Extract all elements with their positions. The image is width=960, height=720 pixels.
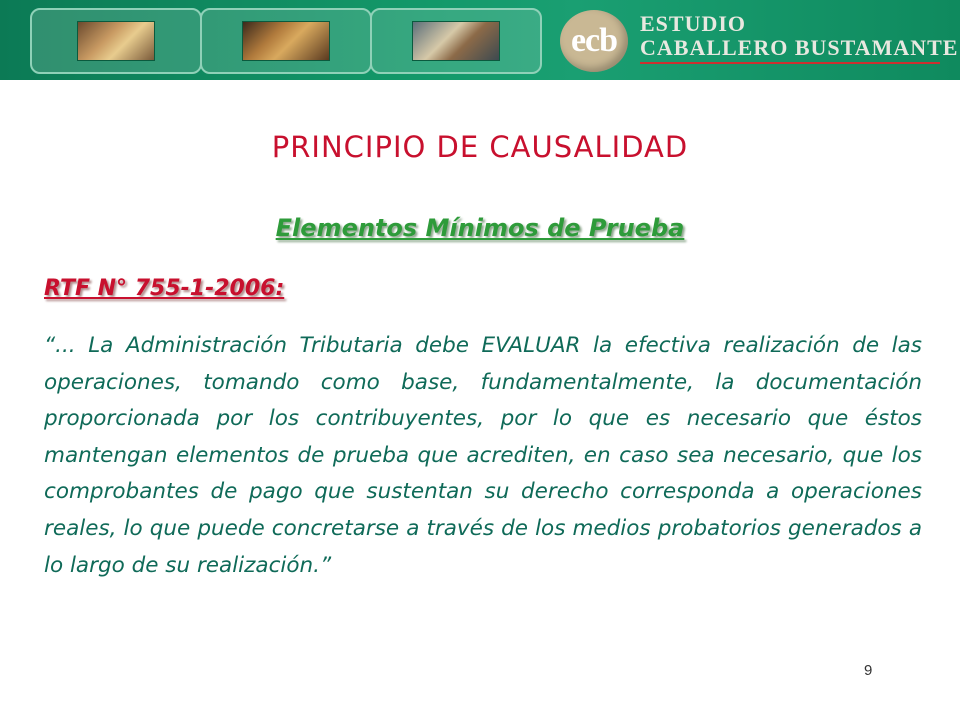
header-photo-frame (30, 8, 202, 74)
brand-name-line2: CABALLERO BUSTAMANTE (640, 35, 959, 60)
brand-name (640, 12, 958, 60)
section-subtitle: Elementos Mínimos de Prueba (275, 214, 685, 242)
quote-text: “... La Administración Tributaria debe EVALUAR la efectiva realización de las operaciones, tomando como base, fundamentalmente, la documentación proporcionada por los contribuyentes, por lo que es necesario que éstos mantengan elementos de prueba que acrediten, en caso sea necesario, que los comprobantes de pago que sustentan su derecho corresponda a operaciones reales, lo que puede concretarse a través de los medios probatorios generados a lo largo de su realización.” (44, 333, 922, 578)
header-photo-frame (200, 8, 372, 74)
brand-underline (640, 62, 940, 64)
page-title: PRINCIPIO DE CAUSALIDAD (271, 130, 689, 164)
header-photo (242, 21, 330, 61)
header-photo-frame (370, 8, 542, 74)
header-photo (77, 21, 155, 61)
page-number: 9 (864, 662, 873, 679)
header-banner (0, 0, 960, 80)
brand-logo-text: ecb (570, 22, 618, 59)
rtf-reference: RTF N° 755-1-2006: (44, 276, 285, 301)
header-photo (412, 21, 500, 61)
brand-logo (560, 10, 628, 72)
brand-name-line1: ESTUDIO (640, 11, 747, 36)
